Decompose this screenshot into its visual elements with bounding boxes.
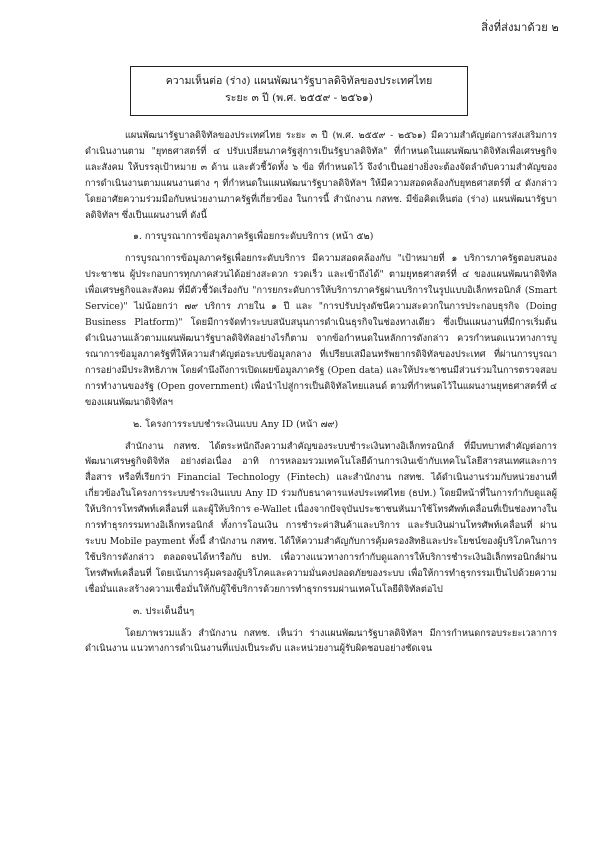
intro-paragraph: แผนพัฒนารัฐบาลดิจิทัลของประเทศไทย ระยะ ๓ ปี (พ.ศ. ๒๕๕๙ - ๒๕๖๑) มีความสำคัญต่อการส่งเสริมการดำเนินงานตาม "ยุทธศาสตร์ที่ ๔ ปรับเปลี่ยนภาครัฐสู่การเป็นรัฐบาลดิจิทัล" ที่กำหนดในแผนพัฒนาดิจิทัลเพื่อเศรษฐกิจและสังคม ให้บรรลุเป้าหมาย ๓ ด้าน และตัวชี้วัดทั้ง ๖ ข้อ ที่กำหนดไว้ จึงจำเป็นอย่างยิ่งจะต้องจัดลำดับความสำคัญของการดำเนินงานตามแผนงานต่าง ๆ ที่กำหนดในแผนพัฒนารัฐบาลดิจิทัลฯ ให้มีความสอดคล้องกับยุทธศาสตร์ที่ ๔ ดังกล่าว โดยอาศัยความร่วมมือกับหน่วยงานภาครัฐที่เกี่ยวข้อง ในการนี้ สำนักงาน กสทช. มีข้อคิดเห็นต่อ (ร่าง) แผนพัฒนารัฐบาลดิจิทัลฯ ซึ่งเป็นแผนงานที่ ดังนี้ xyxy=(85,130,557,221)
document-subtitle: ระยะ ๓ ปี (พ.ศ. ๒๕๕๙ - ๒๕๖๑) xyxy=(225,92,373,104)
section-3-heading: ๓. ประเด็นอื่นๆ xyxy=(133,605,195,617)
section-2-heading: ๒. โครงการระบบชำระเงินแบบ Any ID (หน้า ๗๙) xyxy=(133,418,339,430)
section-1-paragraph: การบูรณาการข้อมูลภาครัฐเพื่อยกระดับบริการ มีความสอดคล้องกับ "เป้าหมายที่ ๑ บริการภาครัฐตอบสนองประชาชน ผู้ประกอบการทุกภาคส่วนได้อย่างสะดวก รวดเร็ว และเข้าถึงได้" ตามยุทธศาสตร์ที่ ๔ ของแผนพัฒนาดิจิทัลเพื่อเศรษฐกิจและสังคม ที่มีตัวชี้วัดเรื่องกับ "การยกระดับการให้บริการภาครัฐผ่านบริการในรูปแบบอิเล็กทรอนิกส์ (Smart Service)" ไม่น้อยกว่า ๗๙ บริการ ภายใน ๑ ปี และ "การปรับปรุงดัชนีความสะดวกในการประกอบธุรกิจ (Doing Business Platform)" โดยมีการจัดทำระบบสนับสนุนการดำเนินธุรกิจในช่องทางเดียว ซึ่งเป็นแผนงานที่มีการเริ่มต้นดำเนินงานแล้วตามแผนพัฒนารัฐบาลดิจิทัลอย่างไรก็ตาม จากข้อกำหนดในหลักการดังกล่าว ควรกำหนดแนวทางการบูรณาการข้อมูลภาครัฐที่ให้ความสำคัญต่อระบบข้อมูลกลาง ที่เปรียบเสมือนทรัพยากรดิจิทัลของประเทศ ที่ผ่านการบูรณาการอย่างมีประสิทธิภาพ โดยคำนึงถึงการเปิดเผยข้อมูลภาครัฐ (Open data) และให้ประชาชนมีส่วนร่วมในการตรวจสอบการทำงานของรัฐ (Open government) เพื่อนำไปสู่การเป็นดิจิทัลไทยแลนด์ ตามที่กำหนดไว้ในแผนงานยุทธศาสตร์ที่ ๔ ของแผนพัฒนาดิจิทัลฯ xyxy=(85,253,557,408)
attachment-label: สิ่งที่ส่งมาด้วย ๒ xyxy=(481,21,559,34)
section-3-paragraph: โดยภาพรวมแล้ว สำนักงาน กสทช. เห็นว่า ร่างแผนพัฒนารัฐบาลดิจิทัลฯ มีการกำหนดกรอบระยะเวลาการดำเนินงาน แนวทางการดำเนินงานที่แบ่งเป็นระดับ และหน่วยงานผู้รับผิดชอบอย่างชัดเจน xyxy=(85,627,557,655)
section-2-paragraph: สำนักงาน กสทช. ได้ตระหนักถึงความสำคัญของระบบชำระเงินทางอิเล็กทรอนิกส์ ที่มีบทบาทสำคัญต่อการพัฒนาเศรษฐกิจดิจิทัล อย่างต่อเนื่อง อาทิ การหลอมรวมเทคโนโลยีด้านการเงินเข้ากับเทคโนโลยีสารสนเทศและการสื่อสาร หรือที่เรียกว่า Financial Technology (Fintech) และสำนักงาน กสทช. ได้ดำเนินงานร่วมกับหน่วยงานที่เกี่ยวข้องในโครงการระบบชำระเงินแบบ Any ID ร่วมกับธนาคารแห่งประเทศไทย (ธปท.) โดยมีหน้าที่ในการกำกับดูแลผู้ให้บริการโทรศัพท์เคลื่อนที่ และผู้ให้บริการ e-Wallet เนื่องจากปัจจุบันประชาชนหันมาใช้โทรศัพท์เคลื่อนที่เป็นช่องทางในการทำธุรกรรมทางอิเล็กทรอนิกส์ ทั้งการโอนเงิน การชำระค่าสินค้าและบริการ และรับเงินผ่านโทรศัพท์เคลื่อนที่ ผ่านระบบ Mobile payment ทั้งนี้ สำนักงาน กสทช. ได้ให้ความสำคัญกับการคุ้มครองสิทธิและประโยชน์ของผู้บริโภคในการใช้บริการดังกล่าว ตลอดจนได้หารือกับ ธปท. เพื่อวางแนวทางการกำกับดูแลการให้บริการชำระเงินอิเล็กทรอนิกส์ผ่านโทรศัพท์เคลื่อนที่ โดยเน้นการคุ้มครองผู้บริโภคและความมั่นคงปลอดภัยของระบบ เพื่อให้การทำธุรกรรมเป็นไปด้วยความเชื่อมั่นและสร้างความเชื่อมั่นให้กับผู้ใช้บริการด้วยการทำธุรกรรมผ่านเทคโนโลยีดิจิทัลต่อไป xyxy=(85,440,557,595)
document-body xyxy=(85,128,557,663)
title-box xyxy=(130,66,468,116)
section-1-heading: ๑. การบูรณาการข้อมูลภาครัฐเพื่อยกระดับบริการ (หน้า ๕๒) xyxy=(133,231,374,243)
document-title: ความเห็นต่อ (ร่าง) แผนพัฒนารัฐบาลดิจิทัลของประเทศไทย xyxy=(165,75,433,87)
